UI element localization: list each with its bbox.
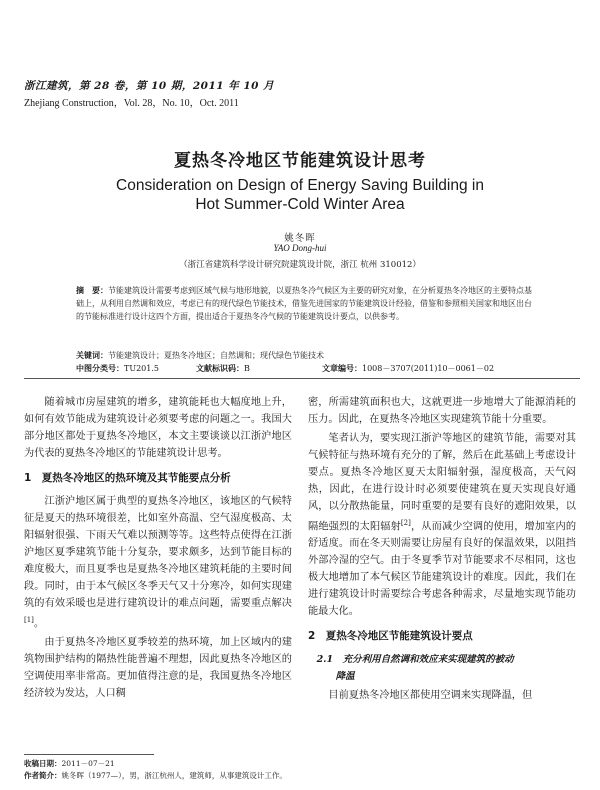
keywords-text: 节能建筑设计；夏热冬冷地区；自然调和；现代绿色节能技术 — [108, 351, 324, 360]
article-number — [322, 363, 494, 374]
classification-number — [76, 363, 159, 374]
author-bio-label: 作者简介： — [24, 771, 62, 780]
paragraph-text: 笔者认为，要实现江浙沪等地区的建筑节能，需要对其气候特征与热环境有充分的了解，然后在此基础上考虑设计要点。夏热冬冷地区夏天太阳辐射强，湿度极高，天气闷热，因此，在进行设计时必须要使建筑在夏天实现良好通风，以分散热能量，同时重要的是要有良好的遮阳效果，以隔绝强烈的太阳辐射 — [308, 433, 576, 533]
classification-value: TU201.5 — [124, 364, 159, 373]
section-heading-1: 1 夏热冬冷地区的热环境及其节能要点分析 — [24, 472, 231, 484]
journal-info-cn: 浙江建筑，第 28 卷，第 10 期，2011 年 10 月 — [24, 80, 275, 92]
paragraph: 由于夏热冬冷地区夏季较差的热环境，加上区域内的建筑物围护结构的隔热性能普遍不理想，因此夏热冬冷地区的空调使用率非常高。更加值得注意的是，我国夏热冬冷地区经济较为发达，人口稠 — [24, 637, 292, 700]
paragraph-text-end: 。 — [33, 618, 45, 630]
classification-label: 中图分类号： — [76, 363, 124, 373]
citation-ref: [1] — [24, 616, 34, 624]
article-number-label: 文章编号： — [322, 363, 362, 373]
paragraph: 随着城市房屋建筑的增多，建筑能耗也大幅度地上升，如何有效节能成为建筑设计必须要考虑的问题之一。我国大部分地区都处于夏热冬冷地区，本文主要谈谈以江浙沪地区为代表的夏热冬冷地区的节能建筑设计思考。 — [24, 397, 292, 459]
paragraph-text-cont: ，从而减少空调的使用，增加室内的舒适度。而在冬天则需要让房屋有良好的保温效果，以阻挡外部冷湿的空气。由于冬夏季节对节能要求不尽相同，这也极大地增加了本气候区节能建筑设计的难度。因此，我们在进行建筑设计时需要综合考虑各种需求，尽量地实现节能功能最大化。 — [308, 521, 577, 618]
header-divider — [24, 378, 580, 379]
paragraph: 密，所需建筑面积也大，这就更进一步地增大了能源消耗的压力。因此，在夏热冬冷地区实现建筑节能十分重要。 — [308, 397, 576, 425]
author-name-en: YAO Dong-hui — [273, 243, 327, 253]
abstract-label: 摘 要： — [76, 285, 108, 295]
abstract — [76, 284, 536, 323]
received-label: 收稿日期： — [24, 759, 62, 768]
keywords — [76, 350, 536, 361]
paragraph: 目前夏热冬冷地区都使用空调来实现降温，但 — [328, 690, 533, 702]
subsection-heading-line2: 降温 — [335, 671, 355, 683]
paper-title-cn: 夏热冬冷地区节能建筑设计思考 — [174, 151, 426, 171]
article-number-value: 1008－3707(2011)10－0061－02 — [362, 364, 495, 373]
section-heading-2: 2 夏热冬冷地区节能建筑设计要点 — [308, 630, 473, 643]
paper-title-en-line2: Hot Summer-Cold Winter Area — [195, 196, 405, 213]
keywords-label: 关键词： — [76, 350, 108, 360]
subsection-heading-2-1 — [308, 651, 576, 685]
footnote-received — [24, 758, 115, 769]
received-date: 2011－07－21 — [61, 759, 115, 768]
paragraph-text: 江浙沪地区属于典型的夏热冬冷地区，该地区的气候特征是夏天的热环境很差，比如室外高温、空气湿度极高、太阳辐射很强、下雨天气难以预测等等。这些特点使得在江浙沪地区夏季建筑节能十分复杂，要求颇多，达到节能目标的难度极大，而且夏季也是夏热冬冷地区建筑耗能的主要时间段。同时，由于本气候区冬季天气又十分寒冷，如何实现建筑的有效采暖也是进行建筑设计的难点问题，需要重点解决 — [24, 496, 292, 609]
author-name-cn: 姚冬晖 — [284, 233, 316, 244]
document-code-label: 文献标识码： — [196, 363, 244, 373]
footnote-divider — [24, 754, 154, 755]
author-bio: 姚冬晖（1977—），男，浙江杭州人，建筑师，从事建筑设计工作。 — [61, 771, 287, 780]
journal-info-en: Zhejiang Construction，Vol. 28，No. 10，Oct. 2011 — [24, 98, 239, 109]
body-column-right — [308, 394, 576, 706]
paragraph — [24, 493, 292, 632]
body-column-left — [24, 394, 292, 704]
paragraph — [308, 430, 576, 620]
author-affiliation: （浙江省建筑科学设计研究院建筑设计院，浙江 杭州 310012） — [179, 260, 421, 270]
subsection-heading-line1: 2.1 充分利用自然调和效应来实现建筑的被动 — [316, 654, 514, 666]
abstract-text: 节能建筑设计需要考虑到区域气候与地形地貌，以夏热冬冷气候区为主要的研究对象，在分析夏热冬冷地区的主要特点基础上，从利用自然调和效应，考虑已有的现代绿色节能技术，借鉴先进国家的节能建筑设计经验，借鉴和参照相关国家和地区出台的节能标准进行设计这四个方面，提出适合于夏热冬冷气候的节能建筑设计要点，以供参考。 — [76, 286, 532, 321]
document-code-value: B — [244, 364, 250, 373]
document-code — [196, 363, 250, 374]
footnote-author — [24, 770, 287, 781]
citation-ref: [2] — [400, 519, 411, 527]
paper-title-en — [0, 176, 600, 214]
paper-title-en-line1: Consideration on Design of Energy Saving Building in — [116, 177, 484, 194]
